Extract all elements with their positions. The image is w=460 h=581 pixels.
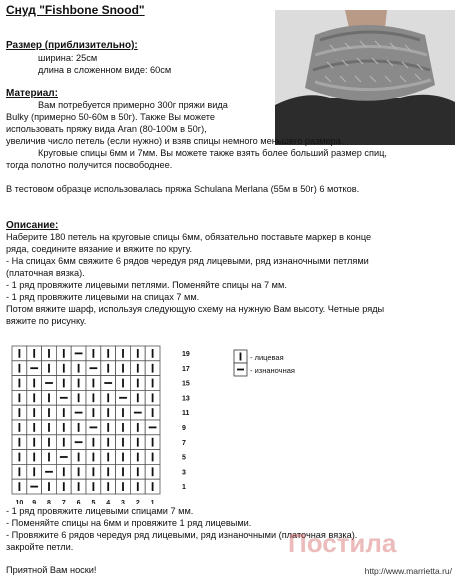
chart-col-label: 4: [106, 500, 111, 504]
description-line: Потом вяжите шарф, используя следующую схему на нужную Вам высоту. Четные ряды: [6, 304, 385, 314]
knit-stitch-mark: [19, 408, 21, 417]
knit-stitch-mark: [33, 423, 35, 432]
knit-stitch-mark: [137, 423, 139, 432]
knit-stitch-mark: [93, 453, 95, 462]
knit-stitch-mark: [63, 423, 65, 432]
knit-stitch-mark: [107, 438, 109, 447]
purl-stitch-mark: [90, 427, 98, 429]
description-line: - На спицах 6мм свяжите 6 рядов чередуя ряд лицевыми, ряд изнаночными петлями: [6, 256, 369, 266]
material-line: увеличив число петель (если нужно) и взяв спицы немного меньшего размера.: [6, 136, 344, 146]
page-title: Снуд "Fishbone Snood": [6, 3, 145, 17]
knit-stitch-mark: [48, 408, 50, 417]
snood-photo-illustration: [275, 10, 455, 145]
knit-stitch-mark: [152, 408, 154, 417]
knit-stitch-mark: [19, 438, 21, 447]
knit-stitch-mark: [78, 364, 80, 373]
purl-stitch-mark: [60, 397, 68, 399]
knit-stitch-mark: [48, 423, 50, 432]
knit-stitch-mark: [63, 379, 65, 388]
knit-stitch-mark: [122, 408, 124, 417]
knit-stitch-mark: [33, 438, 35, 447]
material-test-yarn: В тестовом образце использовалась пряжа Schulana Merlana (55м в 50г) 6 мотков.: [6, 184, 360, 194]
knit-stitch-mark: [78, 423, 80, 432]
finish-line: - Провяжите 6 рядов чередуя ряд лицевыми, ряд изнаночными (платочная вязка).: [6, 530, 358, 540]
knit-stitch-mark: [48, 438, 50, 447]
knit-stitch-mark: [107, 467, 109, 476]
knit-stitch-mark: [93, 349, 95, 358]
description-line: вяжите по рисунку.: [6, 316, 87, 326]
purl-stitch-mark: [75, 412, 83, 414]
knit-stitch-mark: [63, 467, 65, 476]
knit-stitch-mark: [107, 453, 109, 462]
knit-stitch-mark: [137, 467, 139, 476]
knit-stitch-mark: [93, 408, 95, 417]
chart-col-label: 3: [121, 500, 125, 504]
purl-stitch-mark: [149, 427, 157, 429]
finish-line: закройте петли.: [6, 542, 74, 552]
knit-stitch-mark: [107, 482, 109, 491]
knit-stitch-mark: [137, 349, 139, 358]
knit-stitch-mark: [19, 482, 21, 491]
chart-row-label: 1: [182, 484, 186, 492]
purl-stitch-mark: [30, 367, 38, 369]
knit-stitch-mark: [78, 482, 80, 491]
knit-stitch-mark: [19, 467, 21, 476]
knit-stitch-mark: [48, 393, 50, 402]
finish-line: - Поменяйте спицы на 6мм и провяжите 1 ряд лицевыми.: [6, 518, 252, 528]
knit-stitch-mark: [48, 482, 50, 491]
knit-stitch-mark: [122, 467, 124, 476]
description-line: (платочная вязка).: [6, 268, 85, 278]
knit-stitch-mark: [152, 482, 154, 491]
site-url[interactable]: http://www.marrietta.ru/: [364, 565, 452, 576]
knit-stitch-mark: [122, 453, 124, 462]
legend-purl-label: - изнаночная: [250, 366, 295, 375]
knit-stitch-mark: [33, 393, 35, 402]
knit-stitch-mark: [107, 423, 109, 432]
knit-stitch-mark: [152, 467, 154, 476]
chart-row-label: 7: [182, 439, 186, 447]
knit-stitch-mark: [48, 453, 50, 462]
knit-stitch-mark: [122, 364, 124, 373]
chart-col-label: 7: [61, 500, 66, 504]
knit-stitch-mark: [152, 453, 154, 462]
description-line: Наберите 180 петель на круговые спицы 6мм, обязательно поставьте маркер в конце: [6, 232, 372, 242]
knit-stitch-mark: [19, 364, 21, 373]
chart-row-label: 3: [182, 469, 186, 477]
chart-row-label: 17: [182, 365, 190, 373]
chart-row-label: 9: [182, 425, 186, 432]
purl-stitch-mark: [134, 412, 142, 414]
size-length: длина в сложенном виде: 60см: [38, 65, 172, 75]
knit-stitch-mark: [33, 379, 35, 388]
knit-stitch-mark: [122, 482, 124, 491]
knit-stitch-mark: [122, 423, 124, 432]
chart-row-label: 11: [182, 410, 190, 418]
knit-stitch-mark: [19, 379, 21, 388]
knit-stitch-mark: [137, 482, 139, 491]
knit-stitch-mark: [122, 438, 124, 447]
knit-stitch-mark: [107, 364, 109, 373]
purl-stitch-mark: [60, 456, 68, 458]
knit-stitch-mark: [152, 379, 154, 388]
knit-stitch-mark: [137, 379, 139, 388]
knit-stitch-mark: [107, 393, 109, 402]
material-line: использовать пряжу вида Aran (80-100м в 50г),: [6, 124, 207, 134]
knitting-chart: [8, 344, 308, 507]
purl-stitch-mark: [75, 441, 83, 443]
knit-stitch-mark: [48, 364, 50, 373]
chart-row-label: 13: [182, 395, 190, 403]
purl-stitch-mark: [30, 486, 38, 488]
knit-stitch-mark: [48, 349, 50, 358]
purl-stitch-mark: [45, 471, 53, 473]
legend-purl-mark: [237, 369, 244, 371]
knit-stitch-mark: [107, 349, 109, 358]
knit-stitch-mark: [152, 349, 154, 358]
purl-stitch-mark: [119, 397, 127, 399]
knit-stitch-mark: [93, 482, 95, 491]
knit-stitch-mark: [78, 453, 80, 462]
material-line: тогда полотно получится посвободнее.: [6, 160, 173, 170]
knit-stitch-mark: [93, 379, 95, 388]
knit-stitch-mark: [93, 438, 95, 447]
purl-stitch-mark: [90, 367, 98, 369]
knit-stitch-mark: [33, 453, 35, 462]
knit-stitch-mark: [137, 364, 139, 373]
knit-stitch-mark: [122, 379, 124, 388]
material-heading: Материал:: [6, 88, 58, 99]
chart-col-label: 6: [76, 500, 81, 504]
chart-col-label: 8: [47, 500, 51, 504]
chart-row-label: 19: [182, 351, 190, 358]
material-line: Вам потребуется примерно 300г пряжи вида: [38, 100, 228, 110]
purl-stitch-mark: [75, 353, 83, 355]
description-line: ряда, соедините вязание и вяжите по кругу.: [6, 244, 192, 254]
knit-stitch-mark: [137, 393, 139, 402]
knit-stitch-mark: [63, 438, 65, 447]
purl-stitch-mark: [104, 382, 112, 384]
knit-stitch-mark: [33, 467, 35, 476]
knit-stitch-mark: [137, 438, 139, 447]
chart-row-label: 5: [182, 454, 186, 462]
snood-photo: [275, 10, 455, 145]
knit-stitch-mark: [93, 393, 95, 402]
chart-col-label: 9: [32, 500, 37, 504]
chart-col-label: 10: [15, 500, 24, 504]
knit-stitch-mark: [19, 423, 21, 432]
material-line: Bulky (примерно 50-60м в 50г). Также Вы можете: [6, 112, 216, 122]
knit-stitch-mark: [19, 393, 21, 402]
description-line: - 1 ряд провяжите лицевыми на спицах 7 мм.: [6, 292, 200, 302]
closing-line: Приятной Вам носки!: [6, 565, 97, 575]
knitting-chart-svg: [8, 344, 308, 504]
knit-stitch-mark: [152, 364, 154, 373]
knit-stitch-mark: [63, 349, 65, 358]
knit-stitch-mark: [33, 408, 35, 417]
knit-stitch-mark: [93, 467, 95, 476]
chart-row-label: 15: [182, 380, 190, 388]
finish-line: - 1 ряд провяжите лицевыми спицами 7 мм.: [6, 506, 194, 516]
knit-stitch-mark: [19, 453, 21, 462]
knit-stitch-mark: [78, 393, 80, 402]
legend-knit-mark: [240, 353, 242, 361]
knit-stitch-mark: [137, 453, 139, 462]
size-heading: Размер (приблизительно):: [6, 40, 138, 51]
knit-stitch-mark: [63, 482, 65, 491]
watermark-text: Постила: [288, 528, 397, 558]
knit-stitch-mark: [152, 393, 154, 402]
knit-stitch-mark: [63, 408, 65, 417]
knit-stitch-mark: [152, 438, 154, 447]
postila-watermark: [248, 522, 460, 562]
chart-col-label: 5: [91, 500, 96, 504]
knit-stitch-mark: [107, 408, 109, 417]
chart-col-label: 2: [135, 500, 140, 504]
knit-stitch-mark: [78, 467, 80, 476]
knit-stitch-mark: [63, 364, 65, 373]
chart-col-label: 1: [150, 500, 155, 504]
material-line: Круговые спицы 6мм и 7мм. Вы можете также взять более больший размер спиц,: [38, 148, 387, 158]
knit-stitch-mark: [19, 349, 21, 358]
knit-stitch-mark: [78, 379, 80, 388]
purl-stitch-mark: [45, 382, 53, 384]
knit-stitch-mark: [33, 349, 35, 358]
description-heading: Описание:: [6, 220, 59, 231]
size-width: ширина: 25см: [38, 53, 98, 63]
legend-knit-label: - лицевая: [250, 353, 284, 362]
description-line: - 1 ряд провяжите лицевыми петлями. Поменяйте спицы на 7 мм.: [6, 280, 287, 290]
knit-stitch-mark: [122, 349, 124, 358]
